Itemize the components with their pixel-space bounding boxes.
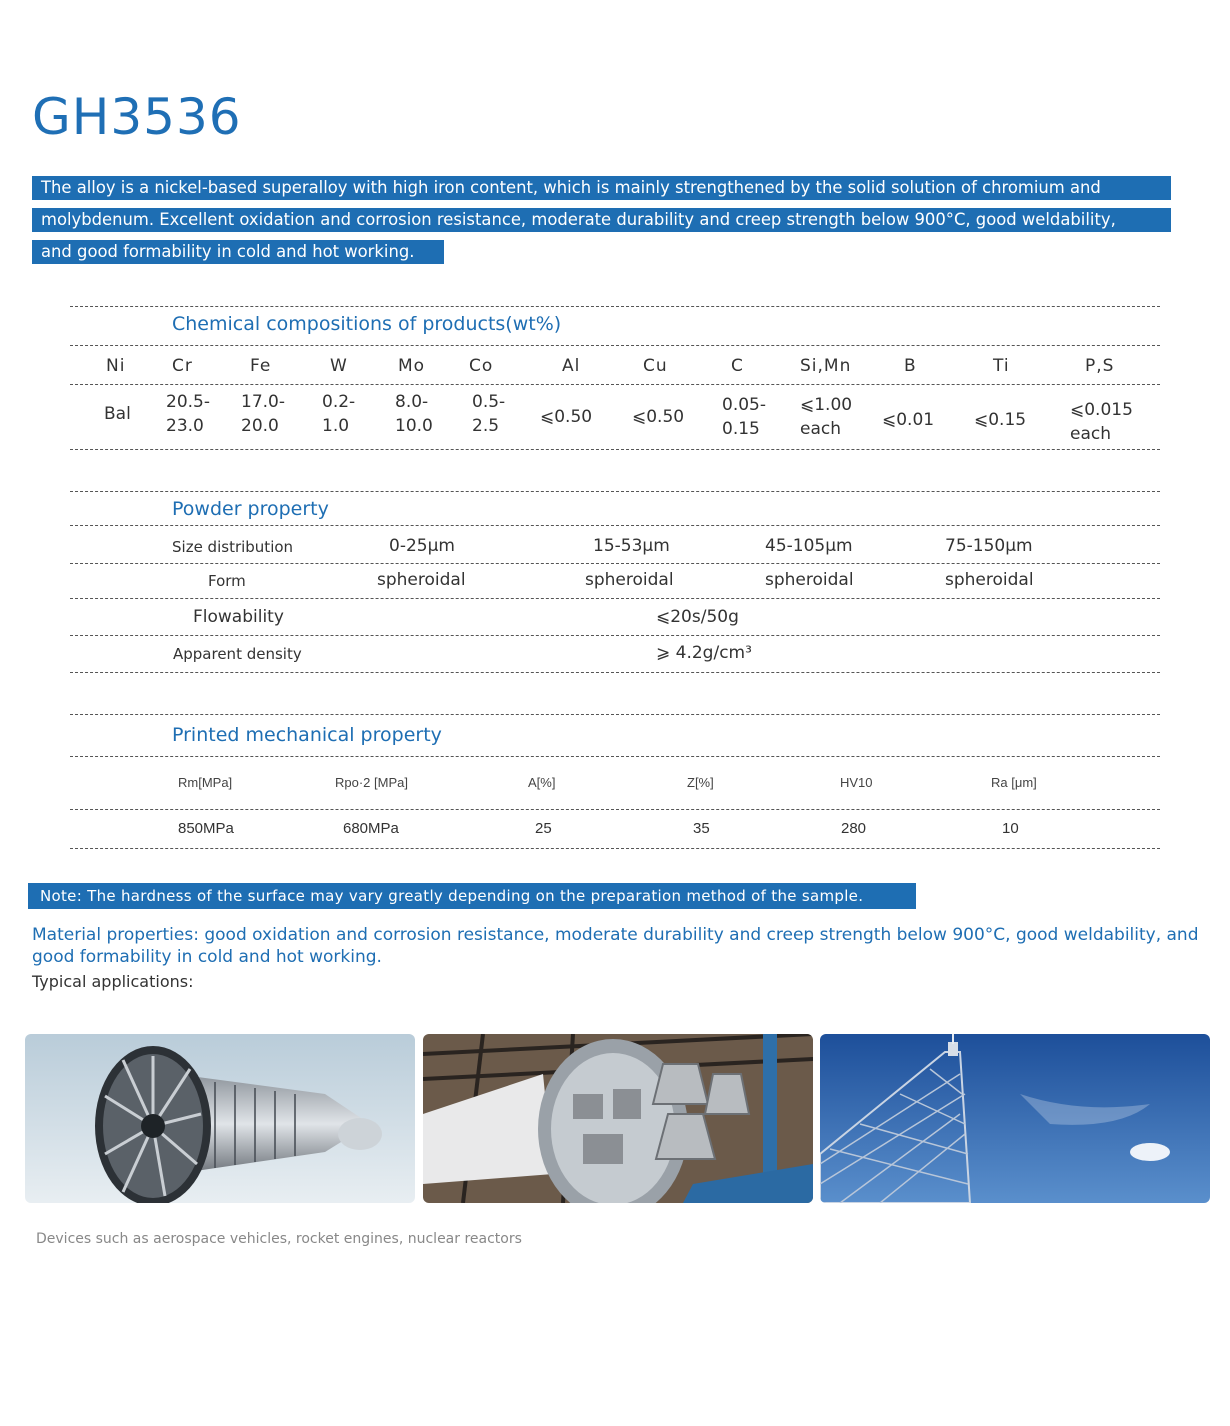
- chemical-value-line: ⩽0.015: [1070, 400, 1133, 420]
- form-value: spheroidal: [945, 570, 1034, 590]
- divider: [70, 714, 1160, 715]
- chemical-value-line: 20.5-: [166, 392, 210, 412]
- tower-structure-image: [820, 1034, 1210, 1203]
- divider: [70, 491, 1160, 492]
- mechanical-header-cell: Rpo·2 [MPa]: [335, 775, 408, 790]
- typical-applications-label: Typical applications:: [32, 972, 194, 991]
- chemical-header-cell: Cr: [172, 356, 193, 376]
- chemical-value-cell: [166, 390, 210, 438]
- divider: [70, 672, 1160, 673]
- mechanical-value-cell: 850MPa: [178, 820, 234, 837]
- divider: [70, 384, 1160, 385]
- chemical-header-cell: Fe: [250, 356, 272, 376]
- chemical-header-cell: Ni: [106, 356, 126, 376]
- chemical-value-cell: [632, 405, 684, 429]
- chemical-value-line: each: [1070, 424, 1111, 444]
- description-line: The alloy is a nickel-based superalloy with high iron content, which is mainly strengthened by the solid solution of chromium and: [32, 176, 1171, 200]
- mechanical-header-cell: A[%]: [528, 775, 556, 790]
- chemical-header-cell: Co: [469, 356, 494, 376]
- chemical-value-cell: [974, 408, 1026, 432]
- chemical-value-line: ⩽0.01: [882, 410, 935, 430]
- chemical-value-cell: [882, 408, 934, 432]
- chemical-value-cell: [104, 402, 131, 426]
- divider: [70, 598, 1160, 599]
- mechanical-section-title: Printed mechanical property: [172, 724, 442, 746]
- chemical-value-line: ⩽0.50: [540, 407, 593, 427]
- chemical-value-cell: [322, 390, 355, 438]
- divider: [70, 809, 1160, 810]
- description-line: and good formability in cold and hot working.: [32, 240, 444, 264]
- chemical-value-line: 0.2-: [322, 392, 356, 412]
- chemical-header-cell: W: [330, 356, 348, 376]
- size-value: 0-25μm: [389, 536, 455, 556]
- divider: [70, 563, 1160, 564]
- divider: [70, 525, 1160, 526]
- form-label: Form: [208, 572, 246, 590]
- chemical-header-cell: P,S: [1085, 356, 1115, 376]
- form-value: spheroidal: [585, 570, 674, 590]
- divider: [70, 848, 1160, 849]
- apparent-density-value: ⩾ 4.2g/cm³: [656, 643, 752, 663]
- chemical-value-cell: [1070, 398, 1133, 446]
- mechanical-value-cell: 680MPa: [343, 820, 399, 837]
- mechanical-header-cell: Ra [μm]: [991, 775, 1037, 790]
- chemical-value-cell: [395, 390, 433, 438]
- apparent-density-label: Apparent density: [173, 645, 302, 663]
- chemical-value-line: ⩽0.15: [974, 410, 1027, 430]
- mechanical-header-cell: HV10: [840, 775, 873, 790]
- description-line: molybdenum. Excellent oxidation and corrosion resistance, moderate durability and creep strength below 900°C, good weldability,: [32, 208, 1171, 232]
- chemical-section-title: Chemical compositions of products(wt%): [172, 313, 562, 335]
- chemical-header-cell: C: [731, 356, 744, 376]
- size-value: 45-105μm: [765, 536, 853, 556]
- mechanical-value-cell: 35: [693, 820, 710, 837]
- size-distribution-label: Size distribution: [172, 538, 294, 556]
- chemical-header-cell: Si,Mn: [800, 356, 852, 376]
- page-title: GH3536: [32, 88, 242, 146]
- size-value: 75-150μm: [945, 536, 1033, 556]
- chemical-header-cell: Mo: [398, 356, 426, 376]
- chemical-value-line: Bal: [104, 404, 131, 424]
- chemical-value-line: 23.0: [166, 416, 204, 436]
- divider: [70, 449, 1160, 450]
- chemical-value-line: 20.0: [241, 416, 279, 436]
- divider: [70, 635, 1160, 636]
- chemical-value-cell: [800, 393, 852, 441]
- flowability-label: Flowability: [193, 607, 284, 627]
- mechanical-header-cell: Rm[MPa]: [178, 775, 233, 790]
- form-value: spheroidal: [765, 570, 854, 590]
- form-value: spheroidal: [377, 570, 466, 590]
- divider: [70, 306, 1160, 307]
- chemical-value-line: each: [800, 419, 841, 439]
- chemical-value-line: ⩽0.50: [632, 407, 685, 427]
- chemical-header-cell: Ti: [993, 356, 1010, 376]
- chemical-value-line: 0.05-: [722, 395, 766, 415]
- chemical-header-cell: B: [904, 356, 917, 376]
- divider: [70, 756, 1160, 757]
- chemical-value-line: 10.0: [395, 416, 433, 436]
- chemical-value-cell: [540, 405, 592, 429]
- chemical-value-line: 2.5: [472, 416, 500, 436]
- chemical-value-line: 1.0: [322, 416, 350, 436]
- rocket-engine-image: [423, 1034, 813, 1203]
- applications-caption: Devices such as aerospace vehicles, rocket engines, nuclear reactors: [36, 1231, 522, 1247]
- chemical-value-cell: [722, 393, 766, 441]
- mechanical-value-cell: 10: [1002, 820, 1019, 837]
- chemical-value-cell: [472, 390, 505, 438]
- mechanical-header-cell: Z[%]: [687, 775, 714, 790]
- chemical-value-line: ⩽1.00: [800, 395, 853, 415]
- divider: [70, 345, 1160, 346]
- chemical-value-cell: [241, 390, 285, 438]
- flowability-value: ⩽20s/50g: [656, 607, 739, 627]
- chemical-header-cell: Al: [562, 356, 581, 376]
- chemical-value-line: 8.0-: [395, 392, 429, 412]
- mechanical-value-cell: 280: [841, 820, 867, 837]
- chemical-value-line: 17.0-: [241, 392, 285, 412]
- chemical-value-line: 0.5-: [472, 392, 506, 412]
- powder-section-title: Powder property: [172, 498, 329, 520]
- note-banner: Note: The hardness of the surface may vary greatly depending on the preparation method of the sample.: [28, 883, 916, 909]
- mechanical-value-cell: 25: [535, 820, 552, 837]
- chemical-header-cell: Cu: [643, 356, 668, 376]
- chemical-value-line: 0.15: [722, 419, 760, 439]
- material-properties-text: Material properties: good oxidation and corrosion resistance, moderate durability and creep strength below 900°C, good weldability, and good formability in cold and hot working.: [32, 925, 1199, 967]
- size-value: 15-53μm: [593, 536, 670, 556]
- jet-engine-image: [25, 1034, 415, 1203]
